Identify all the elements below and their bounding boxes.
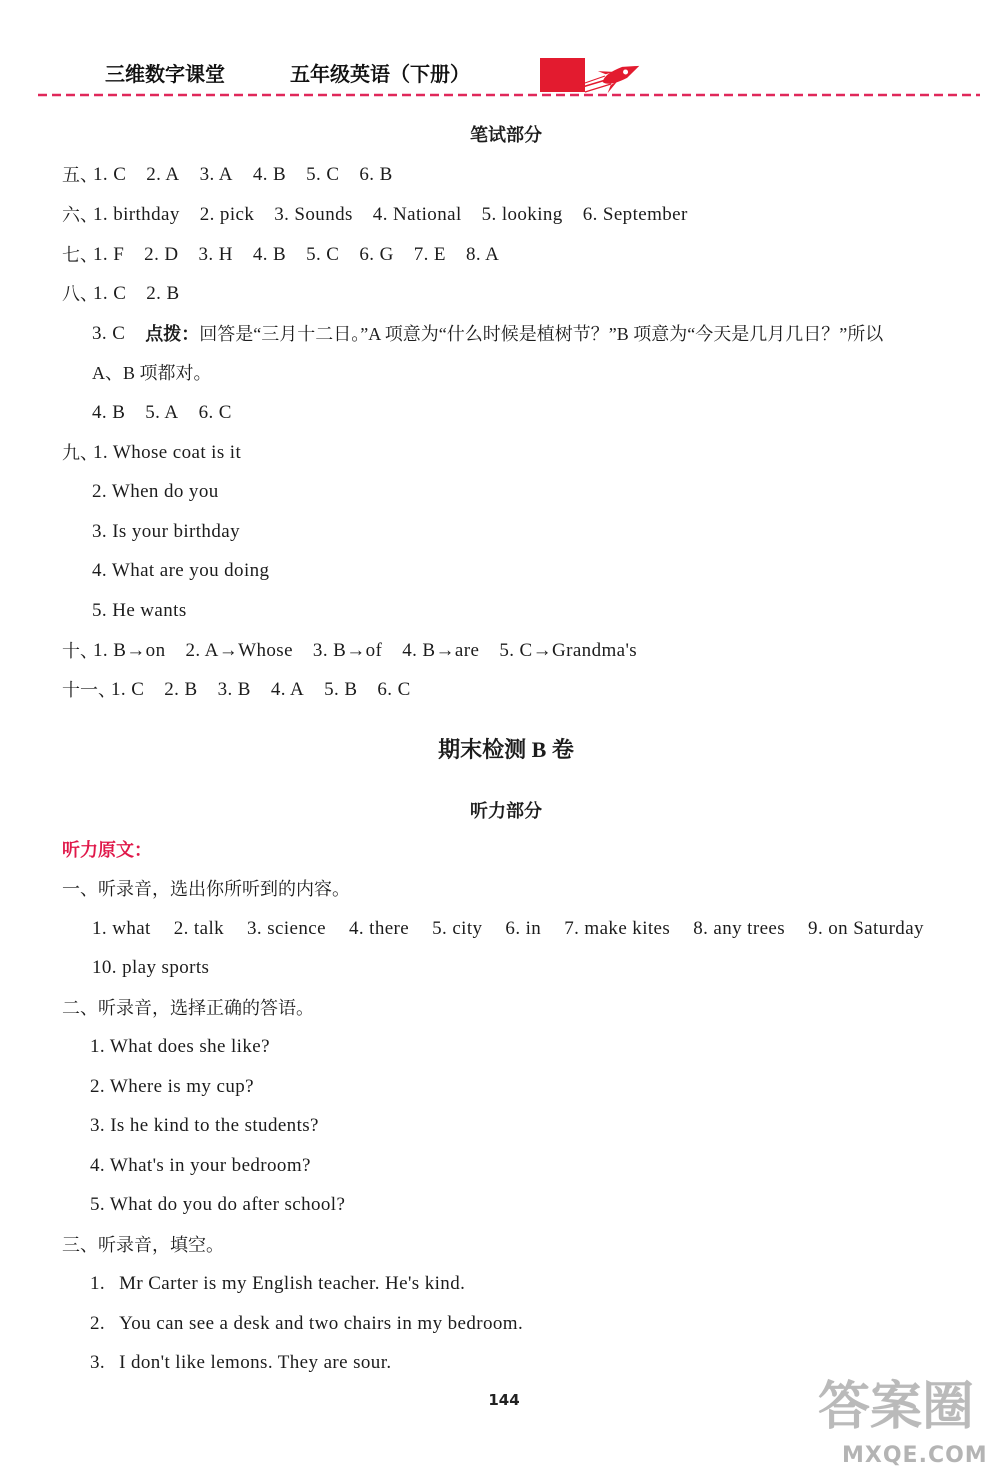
answer-item: 4. B <box>252 244 287 265</box>
question-number: 九、 <box>62 443 98 463</box>
listening-item: 5. What do you do after school? <box>90 1194 346 1215</box>
transcript-row <box>62 837 152 863</box>
sentence-text: You can see a desk and two chairs in my bedroom. <box>119 1313 524 1334</box>
answer-item: 4. B→are <box>402 640 480 661</box>
hint-label: 点拨： <box>145 324 200 344</box>
answer-row-q8-rest <box>92 400 232 426</box>
answer-item: 6. G <box>359 244 394 265</box>
listening-sentence <box>90 1311 523 1337</box>
watermark-logo: 答案圈 <box>818 1377 975 1437</box>
answer-item: 3. A <box>199 164 233 185</box>
answer-item: 5. looking <box>481 204 563 225</box>
listening-item: 6. in <box>505 918 542 939</box>
listening-item: 5. city <box>432 918 483 939</box>
answer-item: 3. Sounds <box>274 204 353 225</box>
listening-item: 2. talk <box>173 918 225 939</box>
answer-item: 1. F <box>93 244 125 265</box>
answer-item: 2. B <box>146 283 180 304</box>
question-number: 六、 <box>62 205 98 225</box>
listening-item: 1. what <box>92 918 151 939</box>
answer-item: 8. A <box>465 244 500 265</box>
answer-item: 1. Whose coat is it <box>93 442 242 463</box>
rocket-icon <box>535 54 645 96</box>
answer-item: 3. C <box>92 323 126 344</box>
hint-text: 回答是“三月十二日。”A 项意为“什么时候是植树节？”B 项意为“今天是几月几日？”所以 <box>199 324 884 344</box>
listening-item: 7. make kites <box>564 918 671 939</box>
test-title: 期末检测 B 卷 <box>438 737 574 762</box>
answer-item: 2. A <box>146 164 180 185</box>
answer-item: 5. C→Grandma's <box>499 640 638 661</box>
listening-item: 10. play sports <box>92 957 210 978</box>
sentence-text: I don't like lemons. They are sour. <box>119 1352 392 1373</box>
listening-row-part1 <box>92 916 924 942</box>
listening-item: 1. What does she like? <box>90 1036 270 1057</box>
book-title: 五年级英语（下册） <box>290 64 470 86</box>
answer-item: 7. E <box>413 244 446 265</box>
answer-item: 2. pick <box>199 204 255 225</box>
answer-item: 3. B <box>217 679 251 700</box>
answer-row-q5 <box>62 162 393 188</box>
question-number: 七、 <box>62 245 98 265</box>
answer-item: 2. When do you <box>92 481 219 502</box>
answer-row-q8 <box>62 281 180 307</box>
answer-item: 4. National <box>372 204 462 225</box>
instruction-part2: 二、听录音，选择正确的答语。 <box>62 998 314 1018</box>
answer-item: 3. H <box>198 244 233 265</box>
answer-item: 6. C <box>377 679 411 700</box>
answer-item: 2. D <box>144 244 179 265</box>
answer-row-q10 <box>62 638 637 664</box>
question-number: 十一、 <box>62 680 116 700</box>
answer-item: 5. C <box>306 164 340 185</box>
listening-item: 9. on Saturday <box>808 918 924 939</box>
section-heading-listening: 听力部分 <box>470 801 542 821</box>
question-number: 五、 <box>62 165 98 185</box>
listening-item: 2. Where is my cup? <box>90 1076 254 1097</box>
answer-item: 6. C <box>198 402 232 423</box>
sentence-number: 2. <box>90 1313 106 1334</box>
watermark-url: MXQE.COM <box>842 1443 988 1468</box>
answer-item: 3. Is your birthday <box>92 521 240 542</box>
series-title: 三维数字课堂 <box>105 64 225 86</box>
instruction-part3: 三、听录音，填空。 <box>62 1235 224 1255</box>
answer-item: 6. September <box>582 204 688 225</box>
answer-item: 4. A <box>270 679 305 700</box>
answer-item: 1. B→on <box>93 640 166 661</box>
answer-row-q8-hint <box>92 321 883 347</box>
question-number: 十、 <box>62 641 98 661</box>
listening-item: 4. there <box>348 918 410 939</box>
answer-item: 5. B <box>324 679 358 700</box>
answer-item: 4. B <box>92 402 126 423</box>
listening-item: 4. What's in your bedroom? <box>90 1155 311 1176</box>
listening-item: 8. any trees <box>693 918 786 939</box>
answer-item: 1. C <box>111 679 145 700</box>
question-number: 八、 <box>62 284 98 304</box>
sentence-number: 3. <box>90 1352 106 1373</box>
answer-row-q11 <box>62 677 411 703</box>
sentence-number: 1. <box>90 1273 106 1294</box>
answer-item: 5. C <box>306 244 340 265</box>
answer-row-q8-hint-cont <box>92 360 212 386</box>
answer-item: 6. B <box>359 164 393 185</box>
answer-item: 1. C <box>93 283 127 304</box>
answer-item: 1. birthday <box>93 204 180 225</box>
sentence-text: Mr Carter is my English teacher. He's kind. <box>119 1273 466 1294</box>
page-number: 144 <box>488 1391 520 1409</box>
section-heading-written: 笔试部分 <box>470 125 542 145</box>
header-divider <box>38 92 980 98</box>
answer-item: 5. A <box>145 402 179 423</box>
answer-row-q6 <box>62 202 688 228</box>
answer-item: 5. He wants <box>92 600 187 621</box>
answer-row-q7 <box>62 242 499 268</box>
listening-item: 3. science <box>247 918 326 939</box>
answer-row-q9 <box>62 440 241 466</box>
answer-item: 1. C <box>93 164 127 185</box>
listening-sentence <box>90 1350 392 1376</box>
listening-item: 3. Is he kind to the students? <box>90 1115 319 1136</box>
answer-item: 3. B→of <box>312 640 383 661</box>
instruction-part1: 一、听录音，选出你所听到的内容。 <box>62 879 350 899</box>
answer-item: 4. B <box>252 164 287 185</box>
transcript-label: 听力原文： <box>62 840 152 860</box>
listening-sentence <box>90 1271 465 1297</box>
hint-text: A、B 项都对。 <box>92 363 212 383</box>
answer-item: 2. B <box>164 679 198 700</box>
answer-item: 2. A→Whose <box>185 640 293 661</box>
answer-item: 4. What are you doing <box>92 560 270 581</box>
